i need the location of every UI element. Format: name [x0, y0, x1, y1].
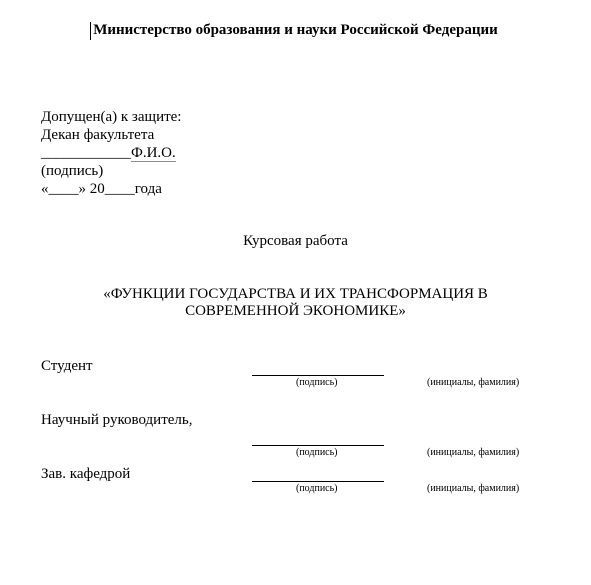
- head-name-caption: (инициалы, фамилия): [427, 483, 520, 494]
- student-name-caption: (инициалы, фамилия): [427, 377, 520, 388]
- ministry-heading: Министерство образования и науки Российской Федерации: [93, 22, 498, 38]
- supervisor-name-caption: (инициалы, фамилия): [427, 447, 520, 458]
- date-row: [41, 180, 181, 198]
- topic-line-2: СОВРЕМЕННОЙ ЭКОНОМИКЕ»: [185, 303, 406, 319]
- dean-label: Декан факультета: [41, 127, 155, 143]
- head-signature-caption: (подпись): [296, 483, 338, 494]
- student-label: Студент: [41, 358, 93, 374]
- date-blank-day: ____: [48, 181, 79, 197]
- admitted-label: Допущен(а) к защите:: [41, 109, 182, 125]
- approval-block: [41, 108, 181, 198]
- topic-line-1: «ФУНКЦИИ ГОСУДАРСТВА И ИХ ТРАНСФОРМАЦИЯ В: [103, 286, 488, 302]
- supervisor-signature-caption: (подпись): [296, 447, 338, 458]
- dean-signature-row: [41, 144, 181, 162]
- head-signature-line: [252, 481, 384, 482]
- date-year-part: » 20: [78, 181, 105, 197]
- date-word: года: [134, 181, 162, 197]
- head-of-department-label: Зав. кафедрой: [41, 466, 131, 482]
- supervisor-signature-line: [252, 445, 384, 446]
- date-blank-year: ____: [104, 181, 135, 197]
- signature-label: (подпись): [41, 163, 104, 179]
- dean-underline: ____________: [41, 145, 131, 161]
- student-signature-line: [252, 375, 384, 376]
- date-quote-open: «: [41, 181, 49, 197]
- topic-title: [0, 286, 591, 320]
- work-type: Курсовая работа: [243, 233, 348, 249]
- supervisor-label: Научный руководитель,: [41, 412, 193, 428]
- student-signature-caption: (подпись): [296, 377, 338, 388]
- dean-name: Ф.И.О.: [131, 145, 176, 161]
